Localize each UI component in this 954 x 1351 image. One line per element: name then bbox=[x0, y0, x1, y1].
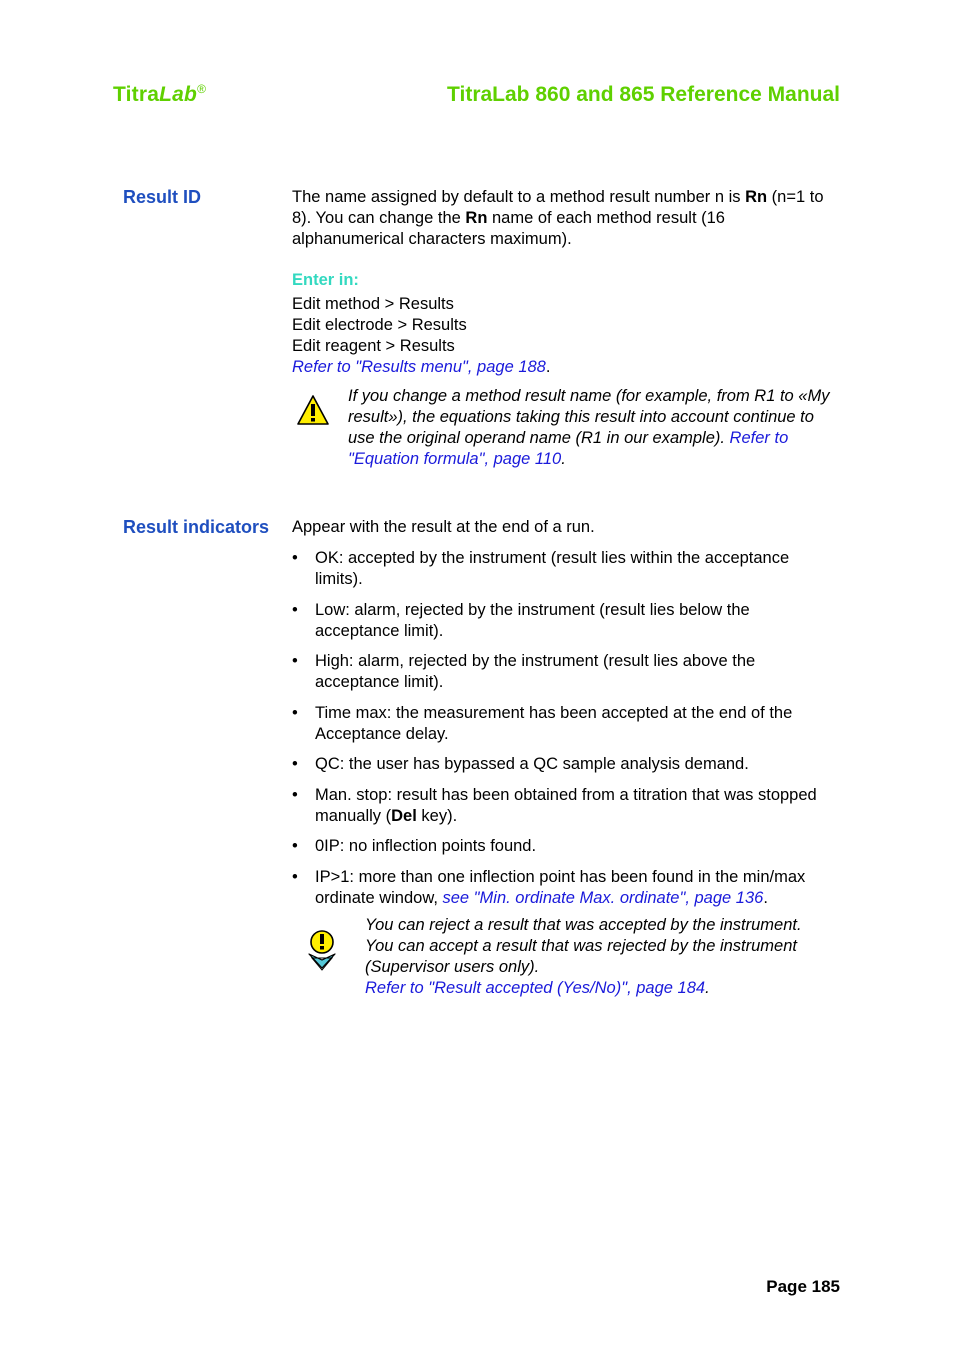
brand-lab: Lab bbox=[159, 83, 198, 106]
list-item: • Man. stop: result has been obtained from a titration that was stopped manually (Del key). bbox=[292, 785, 817, 825]
min-max-ordinate-link[interactable]: see "Min. ordinate Max. ordinate", page 136 bbox=[442, 888, 764, 907]
brand-registered: ® bbox=[197, 82, 207, 96]
list-item: • OK: accepted by the instrument (result lies within the acceptance limits). bbox=[292, 549, 790, 588]
manual-title: TitraLab 860 and 865 Reference Manual bbox=[447, 83, 840, 106]
list-item: • Low: alarm, rejected by the instrument (result lies below the acceptance limit). bbox=[292, 600, 750, 640]
page-number: Page 185 bbox=[766, 1277, 840, 1296]
brand-logo bbox=[113, 84, 206, 105]
result-accepted-link[interactable]: Refer to "Result accepted (Yes/No)", page 184 bbox=[365, 979, 706, 997]
list-item: • IP>1: more than one inflection point has been found in the min/max ordinate window, see "Min. ordinate Max. ordinate", page 136. bbox=[292, 867, 806, 907]
result-indicators-body bbox=[292, 517, 837, 918]
menu-path-electrode: Edit electrode > Results bbox=[292, 316, 467, 334]
list-item: • Time max: the measurement has been accepted at the end of the Acceptance delay. bbox=[292, 703, 793, 743]
enter-in-label: Enter in: bbox=[292, 271, 359, 289]
section-heading-result-id: Result ID bbox=[123, 187, 202, 207]
warning-note: If you change a method result name (for example, from R1 to «My result»), the equations taking this result into account continue to use the original operand name (R1 in our example). Refer to "Equation formula", page 110. bbox=[348, 387, 830, 468]
menu-path-reagent: Edit reagent > Results bbox=[292, 337, 455, 355]
tip-note: You can reject a result that was accepted by the instrument. You can accept a result that was rejected by the instrument (Supervisor users only). Refer to "Result accepted (Yes/No)", page 184. bbox=[365, 916, 802, 997]
list-item: • 0IP: no inflection points found. bbox=[292, 837, 537, 855]
result-id-description: The name assigned by default to a method result number n is Rn (n=1 to 8). You can change the Rn name of each method result (16 alphanumerical characters maximum). bbox=[292, 188, 824, 248]
indicators-intro: Appear with the result at the end of a run. bbox=[292, 518, 595, 536]
menu-path-method: Edit method > Results bbox=[292, 295, 454, 313]
list-item: • High: alarm, rejected by the instrument (result lies above the acceptance limit). bbox=[292, 652, 756, 691]
brand-titra: Titra bbox=[113, 83, 160, 106]
list-item: • QC: the user has bypassed a QC sample analysis demand. bbox=[292, 755, 749, 773]
warning-icon bbox=[296, 394, 330, 434]
tip-icon bbox=[305, 928, 339, 978]
indicator-list bbox=[292, 548, 837, 909]
section-heading-result-indicators: Result indicators bbox=[123, 517, 270, 537]
results-menu-link[interactable]: Refer to "Results menu", page 188 bbox=[292, 358, 546, 376]
result-id-body: The name assigned by default to a method result number n is Rn (n=1 to 8). You can change the Rn name of each method result (16 alphanumerical characters maximum). Enter in: Edit method > Results Edit electrode > Results Edit reagent > Results Refer to "Results menu", page 188. bbox=[292, 187, 837, 378]
equation-formula-link[interactable]: Refer to "Equation formula", page 110 bbox=[348, 429, 789, 468]
